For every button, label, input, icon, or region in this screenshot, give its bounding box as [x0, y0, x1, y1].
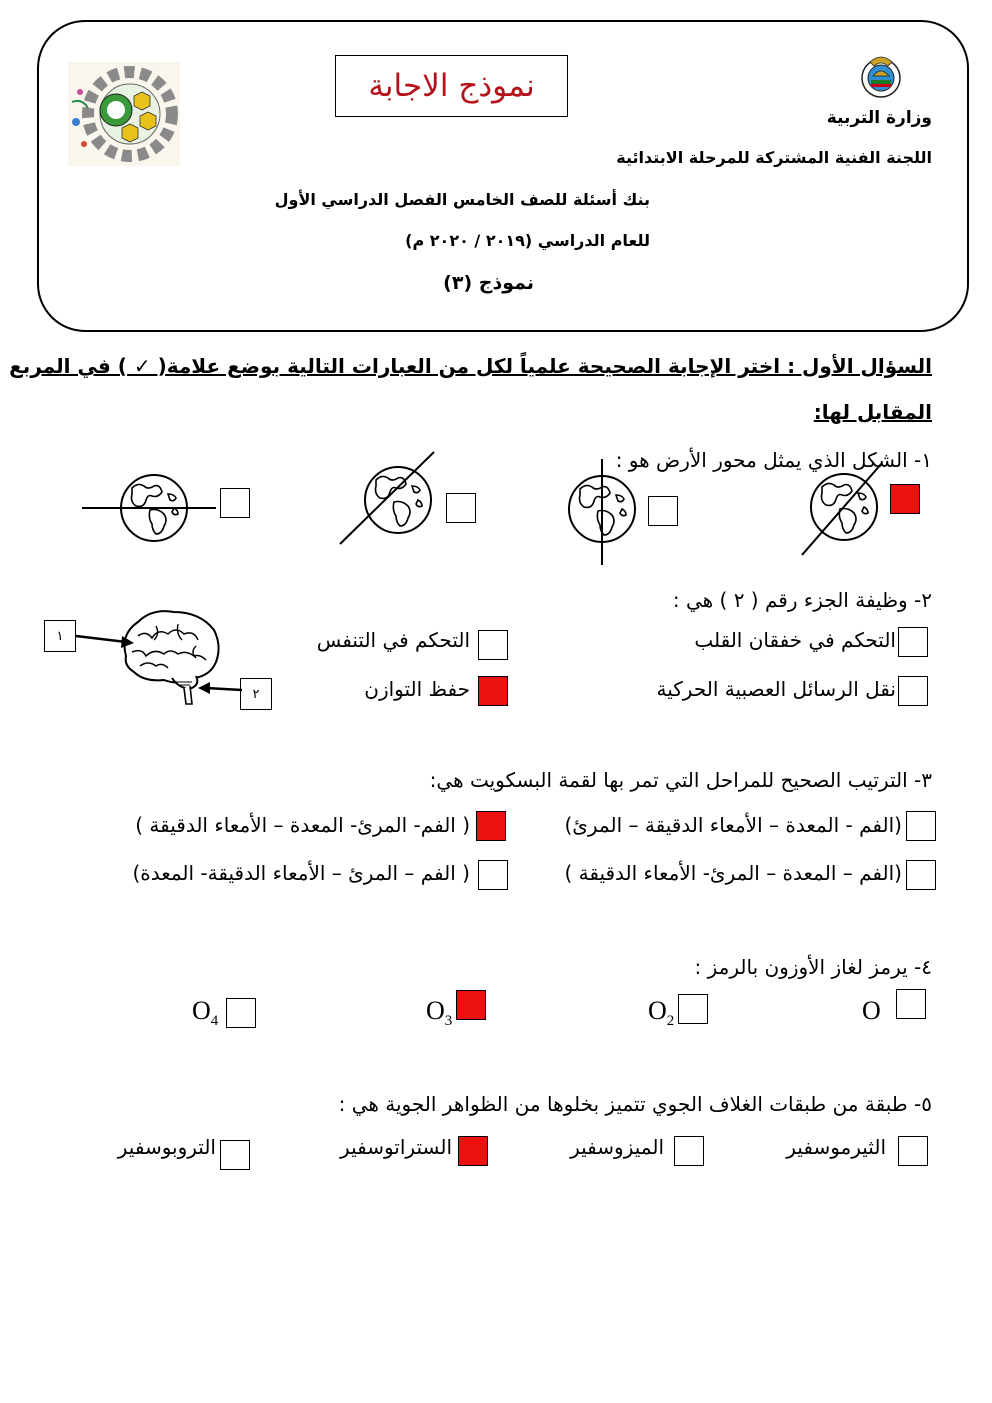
q1-globe-steep-tilt [330, 450, 440, 550]
q4-option-4-checkbox[interactable] [226, 998, 256, 1028]
committee-name: اللجنة الفنية المشتركة للمرحلة الابتدائية [616, 148, 932, 167]
q5-text: ٥- طبقة من طبقات الغلاف الجوي تتميز بخلوها من الظواهر الجوية هي : [338, 1092, 932, 1116]
q2-option-2-label: التحكم في التنفس [316, 628, 470, 652]
model-number: نموذج (٣) [443, 272, 534, 294]
q1-option-1-checkbox[interactable] [890, 484, 920, 514]
q3-option-1-label: (الفم - المعدة – الأمعاء الدقيقة – المرئ) [564, 813, 902, 837]
q5-option-4-label: التروبوسفير [117, 1135, 216, 1159]
q4-text: ٤- يرمز لغاز الأوزون بالرمز : [694, 955, 932, 979]
school-gear-logo-icon [68, 62, 180, 166]
section-title-line2: المقابل لها: [813, 400, 932, 424]
q5-option-3-label: الستراتوسفير [340, 1135, 452, 1159]
q4-option-3-formula: $O_3$ [426, 996, 453, 1030]
q2-option-4-label: حفظ التوازن [364, 677, 470, 701]
answer-model-title: نموذج الاجابة [335, 55, 568, 117]
q1-globe-horizontal [80, 470, 220, 548]
academic-year: للعام الدراسي (٢٠١٩ / ٢٠٢٠ م) [405, 231, 650, 250]
q3-option-3-label: (الفم – المعدة – المرئ- الأمعاء الدقيقة ) [564, 861, 902, 885]
q4-option-1-formula: O [862, 996, 881, 1025]
q5-option-1-checkbox[interactable] [898, 1136, 928, 1166]
kuwait-emblem-icon [858, 52, 904, 100]
q2-option-3-checkbox[interactable] [898, 676, 928, 706]
q2-option-2-checkbox[interactable] [478, 630, 508, 660]
arrow-to-cerebellum-icon [198, 682, 242, 698]
diagram-label-2: ٢ [240, 678, 272, 710]
q3-text: ٣- الترتيب الصحيح للمراحل التي تمر بها لقمة البسكويت هي: [429, 768, 932, 792]
q1-text: ١- الشكل الذي يمثل محور الأرض هو : [615, 448, 932, 472]
q2-option-4-checkbox[interactable] [478, 676, 508, 706]
q4-option-4-formula: $O_4$ [192, 996, 219, 1030]
q3-option-2-label: ( الفم- المرئ- المعدة – الأمعاء الدقيقة ) [135, 813, 470, 837]
arrow-to-cerebrum-icon [76, 628, 136, 648]
q3-option-4-checkbox[interactable] [478, 860, 508, 890]
q3-option-3-checkbox[interactable] [906, 860, 936, 890]
q1-option-2-checkbox[interactable] [648, 496, 678, 526]
q5-option-2-label: الميزوسفير [570, 1135, 664, 1159]
q1-option-3-checkbox[interactable] [446, 493, 476, 523]
q1-globe-vertical [560, 455, 640, 567]
q1-option-4-checkbox[interactable] [220, 488, 250, 518]
q5-option-3-checkbox[interactable] [458, 1136, 488, 1166]
q3-option-4-label: ( الفم – المرئ – الأمعاء الدقيقة- المعدة) [132, 861, 470, 885]
q5-option-2-checkbox[interactable] [674, 1136, 704, 1166]
question-bank-title: بنك أسئلة للصف الخامس الفصل الدراسي الأول [274, 190, 650, 209]
q4-option-2-checkbox[interactable] [678, 994, 708, 1024]
q2-option-1-label: التحكم في خفقان القلب [694, 628, 896, 652]
q2-option-3-label: نقل الرسائل العصبية الحركية [656, 677, 896, 701]
q4-option-3-checkbox[interactable] [456, 990, 486, 1020]
q2-text: ٢- وظيفة الجزء رقم ( ٢ ) هي : [672, 588, 932, 612]
q1-globe-tilted [796, 455, 886, 565]
q4-option-1-checkbox[interactable] [896, 989, 926, 1019]
diagram-label-1: ١ [44, 620, 76, 652]
q5-option-4-checkbox[interactable] [220, 1140, 250, 1170]
q5-option-1-label: الثيرموسفير [786, 1135, 886, 1159]
q3-option-2-checkbox[interactable] [476, 811, 506, 841]
ministry-name: وزارة التربية [826, 108, 932, 128]
q4-option-2-formula: $O_2$ [648, 996, 675, 1030]
q3-option-1-checkbox[interactable] [906, 811, 936, 841]
section-title-line1: السؤال الأول : اختر الإجابة الصحيحة علمياً لكل من العبارات التالية بوضع علامة( ✓ ) في المربع [9, 354, 932, 378]
q2-option-1-checkbox[interactable] [898, 627, 928, 657]
